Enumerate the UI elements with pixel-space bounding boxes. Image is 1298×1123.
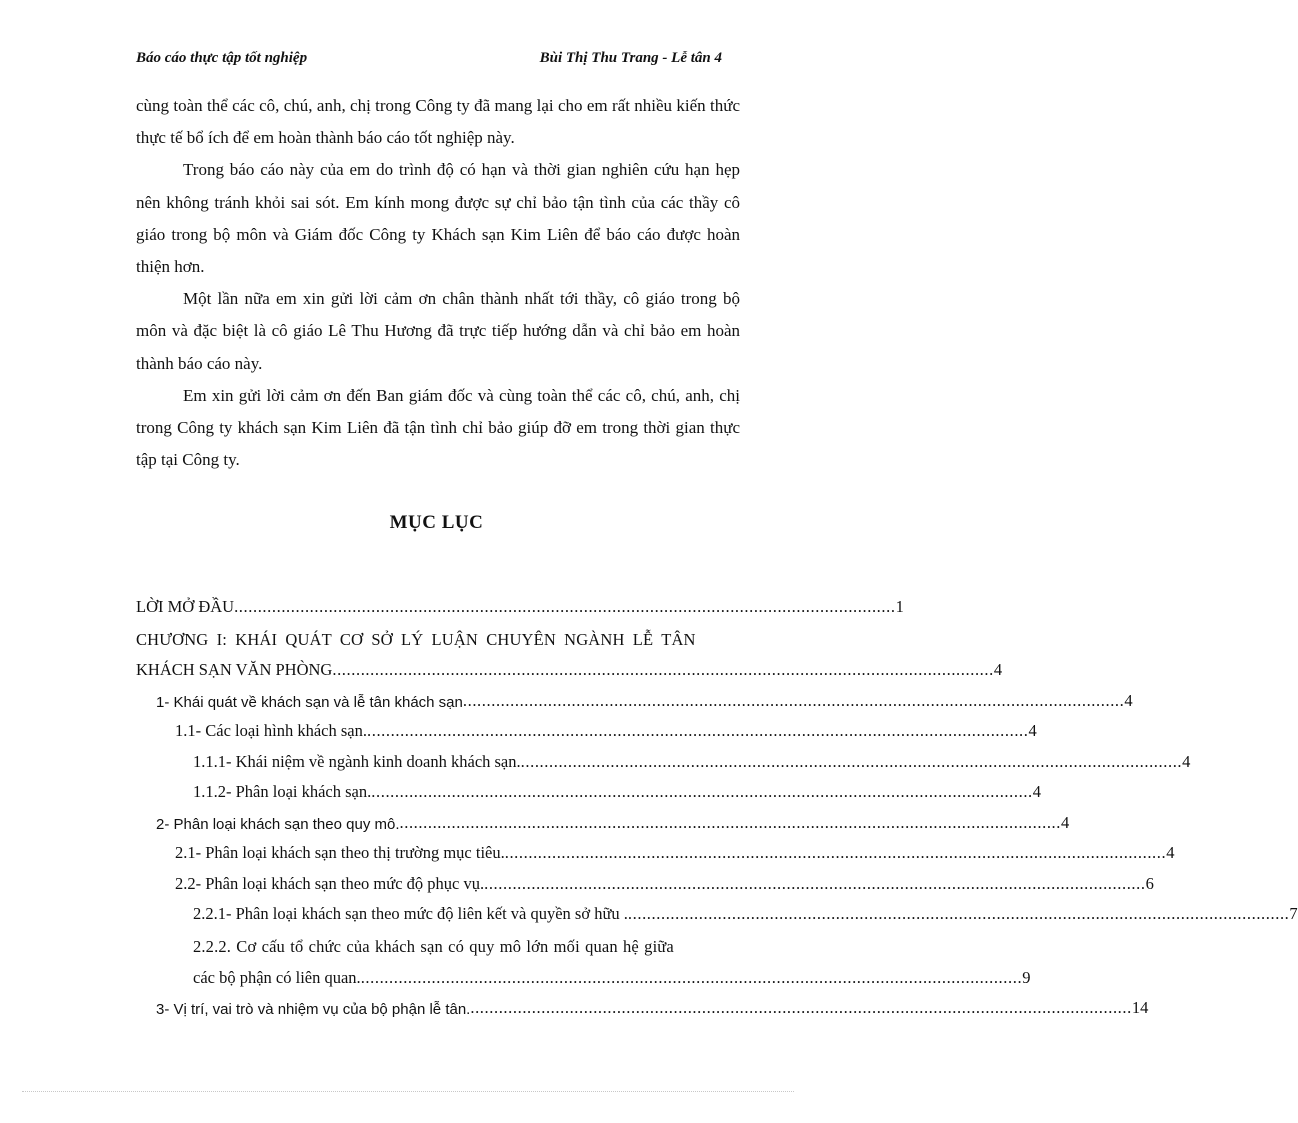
toc-entry-label: 1.1- Các loại hình khách sạn. [175, 721, 367, 740]
toc-entry-label: 2.2.1- Phân loại khách sạn theo mức độ liên kết và quyền sở hữu . [193, 904, 628, 923]
toc-leader: ............................................................................................................................................ [484, 873, 1146, 893]
toc-entry-page: 1 [895, 596, 904, 616]
toc-leader: ............................................................................................................................................ [470, 998, 1132, 1017]
toc-leader: ............................................................................................................................................ [371, 782, 1033, 801]
toc-entry[interactable] [136, 988, 1149, 1019]
toc-entry-page: 4 [1061, 812, 1070, 832]
toc-entry-label: 1- Khái quát về khách sạn và lễ tân khách sạn [156, 693, 463, 711]
toc-leader: ............................................................................................................................................ [360, 967, 1023, 987]
toc-entry-label: 1.1.2- Phân loại khách sạn. [193, 782, 372, 801]
toc-entry-page: 4 [1124, 690, 1133, 710]
toc-entry-page: 4 [993, 660, 1003, 679]
header-author: Bùi Thị Thu Trang - Lễ tân 4 [539, 50, 722, 66]
toc-entry[interactable] [136, 802, 1070, 833]
toc-leader: ............................................................................................................................................ [520, 751, 1183, 771]
toc-entry-label: 2- Phân loại khách sạn theo quy mô. [156, 815, 400, 833]
toc-leader: ............................................................................................................................................ [462, 690, 1125, 710]
table-of-contents [136, 586, 1298, 1018]
toc-entry-label: 2.2- Phân loại khách sạn theo mức độ phục vụ. [175, 873, 485, 893]
toc-leader: ............................................................................................................................................ [504, 843, 1167, 862]
toc-leader: ............................................................................................................................................ [399, 812, 1061, 832]
toc-entry-label: 3- Vị trí, vai trò và nhiệm vụ của bộ phận lễ tân. [156, 1001, 471, 1018]
acknowledgement-text [136, 90, 740, 476]
toc-entry[interactable] [136, 894, 1298, 925]
paragraph: Trong báo cáo này của em do trình độ có hạn và thời gian nghiên cứu hạn hẹp nên không tránh khỏi sai sót. Em kính mong được sự chỉ bảo tận tình của các thầy cô giáo trong bộ môn và Giám đốc Công ty Khách sạn Kim Liên để báo cáo được hoàn thiện hơn. [136, 160, 740, 277]
toc-entry[interactable] [136, 957, 1031, 988]
toc-entry-line1[interactable] [136, 617, 740, 650]
toc-entry[interactable] [136, 650, 1003, 681]
toc-leader: ............................................................................................................................................ [367, 721, 1029, 740]
toc-leader: ............................................................................................................................................ [332, 660, 994, 679]
toc-entry-label: 2.2.2. Cơ cấu tổ chức của khách sạn có quy mô lớn mối quan hệ giữa [193, 937, 674, 956]
toc-leader: ............................................................................................................................................ [627, 904, 1290, 923]
toc-entry[interactable] [136, 586, 904, 617]
paragraph: Một lần nữa em xin gửi lời cảm ơn chân thành nhất tới thầy, cô giáo trong bộ môn và đặc biệt là cô giáo Lê Thu Hương đã trực tiếp hướng dẫn và chỉ bảo em hoàn thành báo cáo này. [136, 289, 740, 373]
toc-entry[interactable] [136, 680, 1133, 711]
toc-entry-label: KHÁCH SẠN VĂN PHÒNG [136, 660, 333, 679]
toc-entry[interactable] [136, 833, 1175, 864]
toc-entry-page: 9 [1022, 967, 1031, 987]
toc-entry-page: 4 [1028, 721, 1037, 740]
toc-entry-label: các bộ phận có liên quan. [193, 967, 361, 987]
paragraph: cùng toàn thể các cô, chú, anh, chị trong Công ty đã mang lại cho em rất nhiều kiến thức thực tế bổ ích để em hoàn thành báo cáo tốt nghiệp này. [136, 96, 740, 148]
toc-entry-page: 4 [1182, 751, 1191, 771]
toc-entry-page: 6 [1145, 873, 1154, 893]
toc-entry-label: LỜI MỞ ĐẦU [136, 596, 235, 616]
toc-entry[interactable] [136, 772, 1042, 803]
toc-entry-label: CHƯƠNG I: KHÁI QUÁT CƠ SỞ LÝ LUẬN CHUYÊN NGÀNH LỄ TÂN [136, 629, 696, 649]
toc-entry-page: 7 [1289, 904, 1298, 923]
toc-leader: ............................................................................................................................................ [234, 596, 896, 616]
page-header [136, 46, 722, 72]
page-bottom-divider [22, 1091, 794, 1092]
toc-entry-label: 2.1- Phân loại khách sạn theo thị trường mục tiêu. [175, 843, 505, 862]
toc-entry-page: 14 [1131, 998, 1149, 1017]
toc-title: MỤC LỤC [389, 512, 484, 533]
toc-entry-page: 4 [1032, 782, 1042, 801]
header-report-title: Báo cáo thực tập tốt nghiệp [136, 50, 308, 66]
toc-entry[interactable] [136, 863, 1154, 894]
toc-entry-label: 1.1.1- Khái niệm về ngành kinh doanh khách sạn. [193, 751, 521, 771]
paragraph: Em xin gửi lời cảm ơn đến Ban giám đốc và cùng toàn thể các cô, chú, anh, chị trong Công ty khách sạn Kim Liên đã tận tình chỉ bảo giúp đỡ em trong thời gian thực tập tại Công ty. [136, 385, 740, 470]
toc-entry[interactable] [136, 741, 1191, 772]
toc-entry-page: 4 [1166, 843, 1175, 862]
toc-entry[interactable] [136, 711, 1037, 742]
toc-entry-line1[interactable] [136, 924, 740, 957]
